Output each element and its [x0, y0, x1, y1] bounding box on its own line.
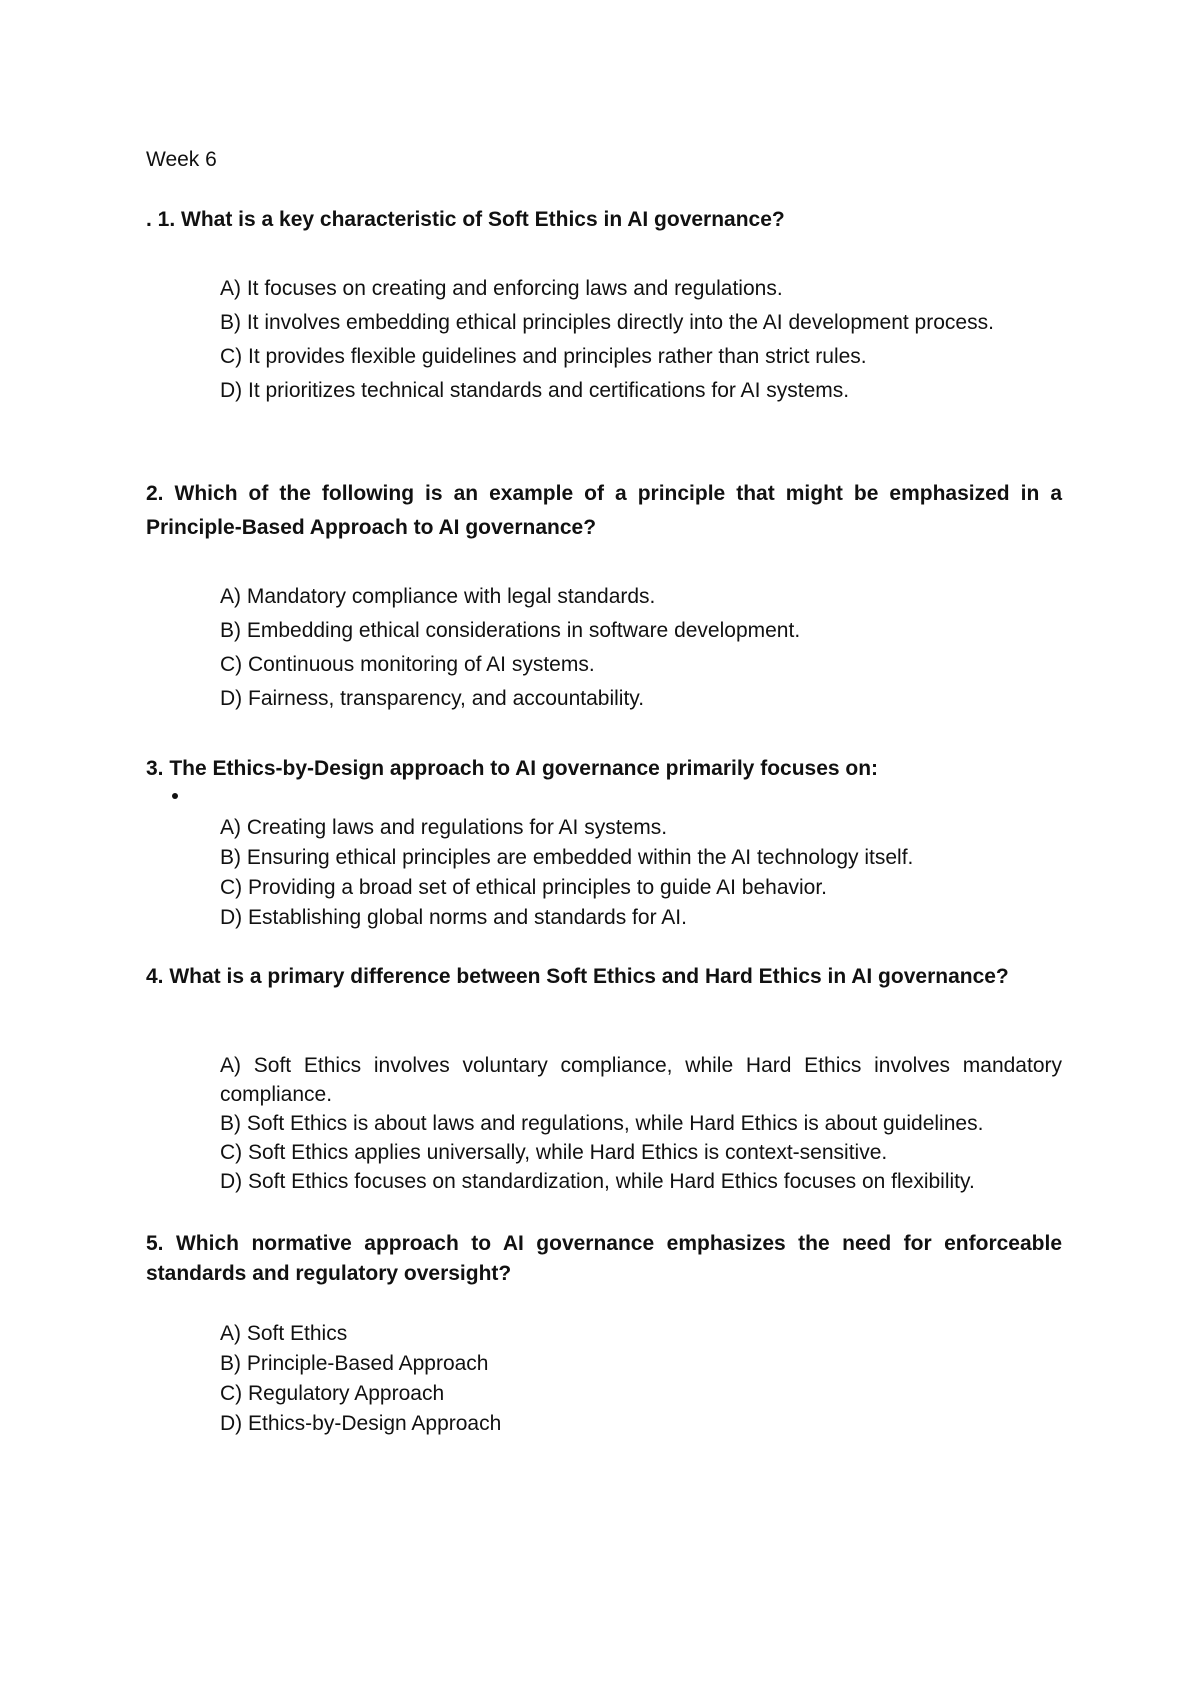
question-4-options	[220, 1051, 1062, 1196]
question-1-options	[220, 272, 1062, 408]
question-1: . 1. What is a key characteristic of Soft Ethics in AI governance?	[146, 208, 785, 231]
option-b: B) Ensuring ethical principles are embedded within the AI technology itself.	[220, 846, 914, 869]
question-2-options	[220, 580, 1062, 716]
question-4: 4. What is a primary difference between Soft Ethics and Hard Ethics in AI governance?	[146, 965, 1009, 988]
question-5-options	[220, 1319, 1062, 1439]
option-c: C) Soft Ethics applies universally, while Hard Ethics is context-sensitive.	[220, 1141, 888, 1164]
option-c: C) Continuous monitoring of AI systems.	[220, 653, 595, 676]
question-3-options	[220, 813, 1062, 933]
question-2: 2. Which of the following is an example of a principle that might be emphasized in a Principle-Based Approach to AI governance?	[146, 482, 1062, 539]
option-b: B) It involves embedding ethical principles directly into the AI development process.	[220, 311, 994, 334]
option-a: A) It focuses on creating and enforcing laws and regulations.	[220, 277, 783, 300]
option-c: C) It provides flexible guidelines and principles rather than strict rules.	[220, 345, 867, 368]
option-c: C) Providing a broad set of ethical principles to guide AI behavior.	[220, 876, 828, 899]
option-b: B) Embedding ethical considerations in software development.	[220, 619, 801, 642]
option-d: D) It prioritizes technical standards and certifications for AI systems.	[220, 379, 850, 402]
option-a: A) Creating laws and regulations for AI systems.	[220, 816, 668, 839]
option-a: A) Soft Ethics involves voluntary compliance, while Hard Ethics involves mandatory compliance.	[220, 1054, 1062, 1106]
question-5: 5. Which normative approach to AI governance emphasizes the need for enforceable standards and regulatory oversight?	[146, 1232, 1062, 1285]
week-heading: Week 6	[146, 148, 217, 171]
option-d: D) Soft Ethics focuses on standardization, while Hard Ethics focuses on flexibility.	[220, 1170, 975, 1193]
bullet-point	[172, 793, 178, 799]
option-c: C) Regulatory Approach	[220, 1382, 445, 1405]
option-d: D) Fairness, transparency, and accountability.	[220, 687, 645, 710]
option-a: A) Mandatory compliance with legal standards.	[220, 585, 656, 608]
option-b: B) Soft Ethics is about laws and regulations, while Hard Ethics is about guidelines.	[220, 1112, 984, 1135]
option-a: A) Soft Ethics	[220, 1322, 348, 1345]
option-d: D) Ethics-by-Design Approach	[220, 1412, 502, 1435]
question-3: 3. The Ethics-by-Design approach to AI governance primarily focuses on:	[146, 757, 879, 780]
option-d: D) Establishing global norms and standards for AI.	[220, 906, 687, 929]
option-b: B) Principle-Based Approach	[220, 1352, 489, 1375]
